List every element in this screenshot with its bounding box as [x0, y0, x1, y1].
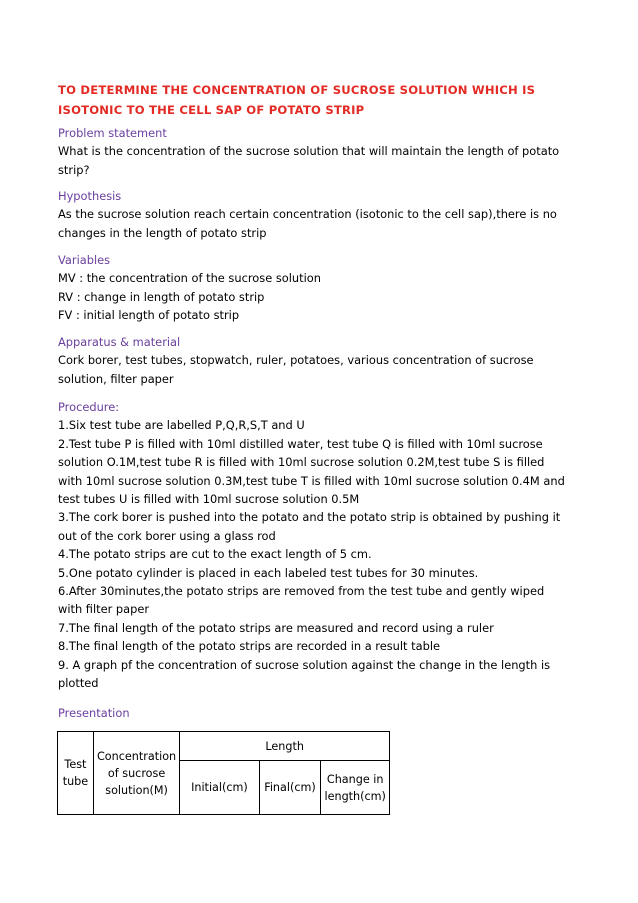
body-line: strip?	[58, 162, 90, 177]
procedure-line: 9. A graph pf the concentration of sucrose solution against the change in the length is	[58, 657, 551, 672]
header-final: Final(cm)	[259, 761, 321, 815]
body-line: As the sucrose solution reach certain concentration (isotonic to the cell sap),there is no	[58, 207, 557, 222]
procedure-line: 5.One potato cylinder is placed in each labeled test tubes for 30 minutes.	[58, 565, 479, 580]
body-line: solution, filter paper	[58, 371, 174, 386]
procedure-line: 3.The cork borer is pushed into the potato and the potato strip is obtained by pushing it	[58, 510, 561, 525]
section-heading: Hypothesis	[58, 189, 122, 203]
body-line: Cork borer, test tubes, stopwatch, ruler, potatoes, various concentration of sucrose	[58, 353, 534, 368]
table-header-row	[58, 732, 390, 761]
procedure-section	[58, 398, 598, 693]
procedure-line: solution O.1M,test tube R is filled with 10ml sucrose solution 0.2M,test tube S is filled	[58, 455, 545, 470]
procedure-line: 1.Six test tube are labelled P,Q,R,S,T and U	[58, 418, 305, 433]
procedure-line: test tubes U is filled with 10ml sucrose solution 0.5M	[58, 492, 360, 507]
presentation-section	[58, 704, 598, 722]
header-test-tube: Test tube	[58, 732, 94, 815]
section-heading: Apparatus & material	[58, 335, 181, 349]
body-line: MV : the concentration of the sucrose solution	[58, 271, 321, 286]
procedure-line: 8.The final length of the potato strips are recorded in a result table	[58, 639, 440, 654]
hypothesis-section	[58, 187, 598, 242]
procedure-line: with filter paper	[58, 602, 150, 617]
procedure-line: 7.The final length of the potato strips are measured and record using a ruler	[58, 620, 494, 635]
problem-statement-section	[58, 124, 598, 179]
procedure-line: with 10ml sucrose solution 0.3M,test tube T is filled with 10ml sucrose solution 0.4M and	[58, 473, 565, 488]
title-line: ISOTONIC TO THE CELL SAP OF POTATO STRIP	[58, 103, 365, 117]
result-table	[57, 731, 390, 815]
procedure-line: plotted	[58, 676, 99, 691]
body-line: RV : change in length of potato strip	[58, 289, 265, 304]
page-title	[58, 80, 598, 120]
section-heading: Presentation	[58, 706, 130, 720]
title-line: TO DETERMINE THE CONCENTRATION OF SUCROSE SOLUTION WHICH IS	[58, 83, 536, 97]
body-line: What is the concentration of the sucrose solution that will maintain the length of potato	[58, 144, 560, 159]
body-line: changes in the length of potato strip	[58, 225, 267, 240]
section-heading: Variables	[58, 253, 111, 267]
section-heading: Procedure:	[58, 400, 120, 414]
section-heading: Problem statement	[58, 126, 167, 140]
procedure-line: 4.The potato strips are cut to the exact length of 5 cm.	[58, 547, 372, 562]
header-initial: Initial(cm)	[180, 761, 259, 815]
apparatus-section	[58, 333, 598, 388]
procedure-line: 6.After 30minutes,the potato strips are removed from the test tube and gently wiped	[58, 584, 545, 599]
header-change: Change in length(cm)	[321, 761, 390, 815]
header-concentration: Concentration of sucrose solution(M)	[93, 732, 179, 815]
procedure-line: 2.Test tube P is filled with 10ml distilled water, test tube Q is filled with 10ml sucrose	[58, 436, 543, 451]
procedure-line: out of the cork borer using a glass rod	[58, 528, 276, 543]
variables-section	[58, 251, 598, 325]
header-length: Length	[180, 732, 390, 761]
body-line: FV : initial length of potato strip	[58, 308, 240, 323]
